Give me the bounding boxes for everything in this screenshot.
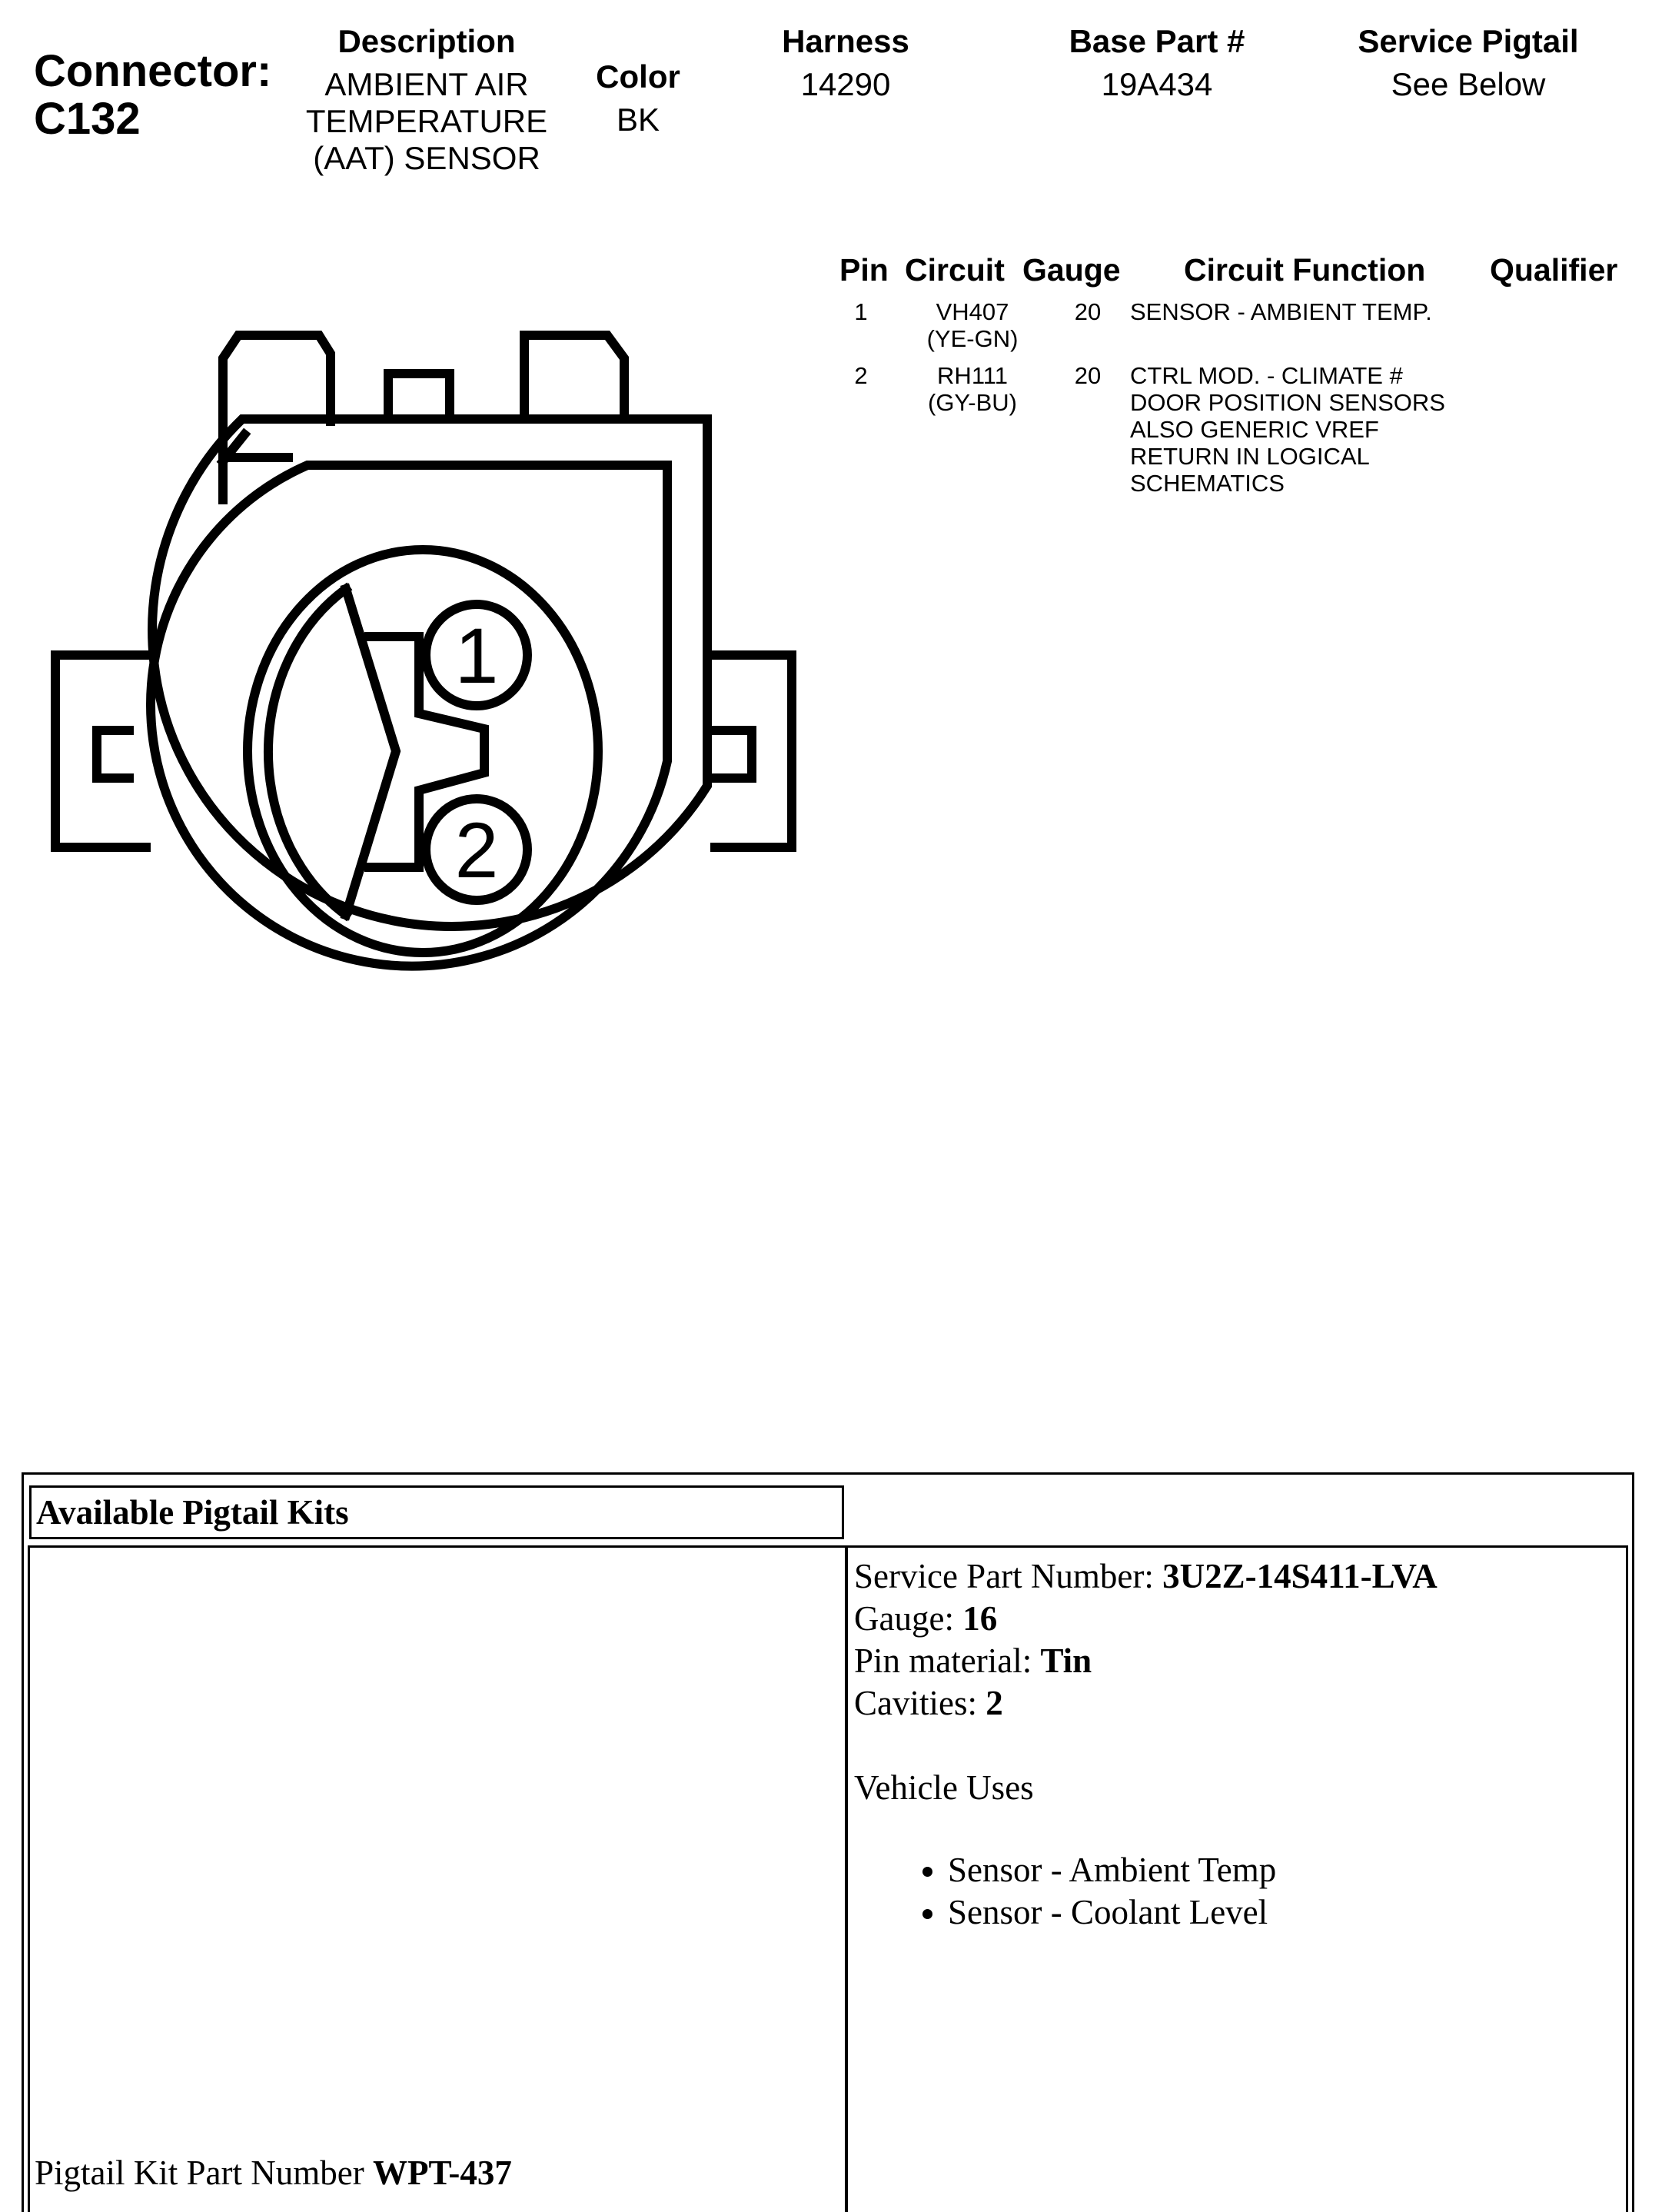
row2-circuit-id: RH111: [937, 362, 1008, 389]
row2-circuit: [907, 362, 1038, 416]
vehicle-use-item: • Sensor - Ambient Temp: [948, 1849, 1623, 1891]
service-part-value: 3U2Z-14S411-LVA: [1162, 1557, 1438, 1595]
connector-inner-body: [151, 465, 667, 966]
base-part-value: 19A434: [1101, 66, 1213, 102]
right-side-latch-notch: [715, 730, 752, 778]
base-part-label: Base Part #: [1069, 23, 1245, 59]
left-side-latch-notch: [97, 730, 129, 778]
connector-id: C132: [34, 94, 141, 144]
qualifier-header: Qualifier: [1490, 252, 1618, 288]
row1-circuit-color: (YE-GN): [926, 325, 1019, 352]
pin-table: [830, 252, 1662, 713]
pigtail-title-box: [29, 1485, 844, 1539]
connector-title-label: Connector:: [34, 46, 272, 96]
pin-material: [854, 1640, 1623, 1682]
row1-pin: 1: [854, 298, 868, 325]
kit-part-value: WPT-437: [372, 2154, 512, 2192]
cavities-value: 2: [986, 1684, 1003, 1722]
row2-function-line: DOOR POSITION SENSORS: [1130, 389, 1445, 416]
pigtail-kit-part-number: [35, 2152, 512, 2194]
pigtail-details: [854, 1555, 1623, 1934]
pigtail-image-box: [28, 1545, 847, 2212]
pigtail-gauge: [854, 1598, 1623, 1640]
middle-tab: [388, 374, 450, 419]
vehicle-uses-list: [854, 1849, 1623, 1934]
pigtail-section-title: Available Pigtail Kits: [36, 1493, 349, 1532]
pigtail-details-box: [846, 1545, 1628, 2212]
pin-2-label: 2: [454, 807, 499, 894]
circuit-header: Circuit: [905, 252, 1005, 288]
row2-function: [1130, 362, 1499, 497]
vehicle-uses-heading: Vehicle Uses: [854, 1768, 1034, 1807]
vehicle-use-item: • Sensor - Coolant Level: [948, 1891, 1623, 1934]
row1-circuit-id: VH407: [936, 298, 1009, 325]
service-part-label: Service Part Number:: [854, 1557, 1163, 1595]
gauge-header: Gauge: [1022, 252, 1121, 288]
row2-circuit-color: (GY-BU): [928, 389, 1017, 416]
service-pigtail-label: Service Pigtail: [1358, 23, 1579, 59]
color-label: Color: [596, 58, 680, 95]
cavities-label: Cavities:: [854, 1684, 986, 1722]
description-line: AMBIENT AIR: [324, 66, 529, 102]
service-part-number: [854, 1555, 1623, 1598]
service-pigtail-column: [1307, 23, 1630, 103]
pin-1-label: 1: [454, 612, 499, 700]
gauge-label: Gauge:: [854, 1599, 963, 1638]
description-label: Description: [337, 23, 516, 59]
row1-function-line: SENSOR - AMBIENT TEMP.: [1130, 298, 1432, 325]
description-line: (AAT) SENSOR: [313, 140, 540, 176]
pin-header: Pin: [839, 252, 889, 288]
pin-material-value: Tin: [1040, 1642, 1092, 1680]
kit-part-label: Pigtail Kit Part Number: [35, 2154, 373, 2192]
row1-circuit: [907, 298, 1038, 352]
gauge-value: 16: [962, 1599, 998, 1638]
row2-function-line: SCHEMATICS: [1130, 470, 1285, 497]
harness-label: Harness: [782, 23, 909, 59]
base-part-column: [1030, 23, 1284, 103]
color-value: BK: [616, 101, 660, 138]
connector-face-diagram: [0, 0, 846, 1115]
row2-function-line: RETURN IN LOGICAL: [1130, 443, 1370, 470]
pin-material-label: Pin material:: [854, 1642, 1041, 1680]
row2-gauge: 20: [1074, 362, 1102, 389]
row1-function: [1130, 298, 1468, 325]
cavities: [854, 1682, 1623, 1725]
harness-value: 14290: [800, 66, 891, 102]
mating-face-ring: [248, 550, 598, 953]
row1-gauge: 20: [1074, 298, 1102, 325]
right-top-tab: [524, 335, 624, 419]
service-pigtail-value: See Below: [1391, 66, 1546, 102]
circuit-function-header: Circuit Function: [1184, 252, 1426, 288]
row2-function-line: ALSO GENERIC VREF: [1130, 416, 1379, 443]
row2-function-line: CTRL MOD. - CLIMATE #: [1130, 362, 1403, 389]
description-line: TEMPERATURE: [305, 103, 548, 139]
row2-pin: 2: [854, 362, 868, 389]
